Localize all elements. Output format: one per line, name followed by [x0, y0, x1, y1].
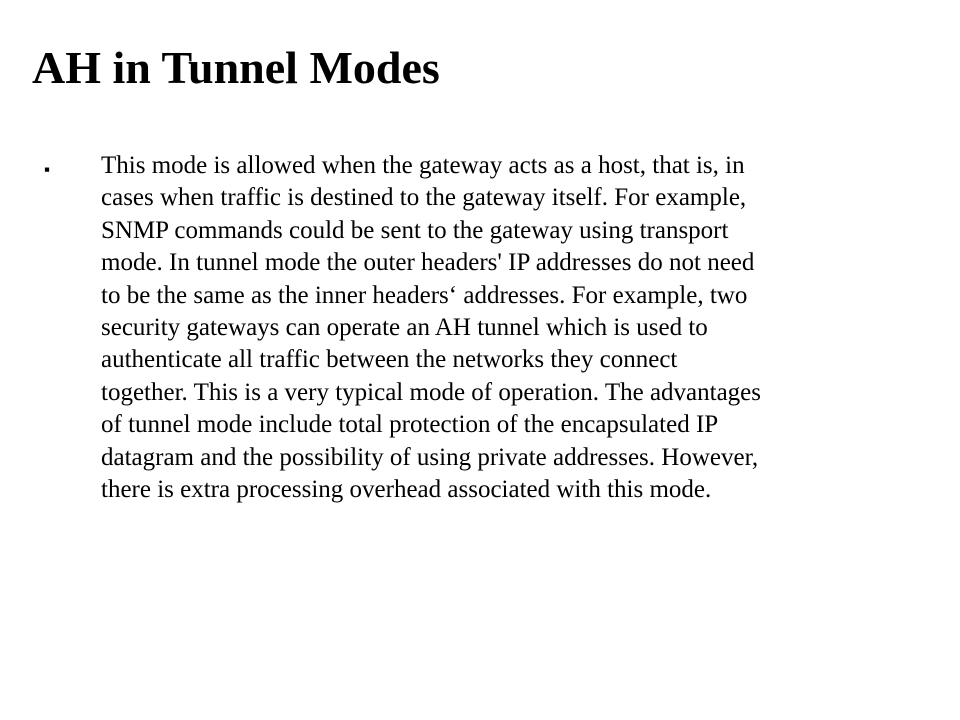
- paragraph-line: authenticate all traffic between the networks they connect: [101, 346, 678, 374]
- paragraph-line: SNMP commands could be sent to the gateway using transport: [101, 216, 729, 244]
- paragraph-line: to be the same as the inner headers‘ addresses. For example, two: [101, 281, 748, 309]
- paragraph-line: cases when traffic is destined to the gateway itself. For example,: [101, 184, 747, 212]
- slide-title: AH in Tunnel Modes: [32, 42, 440, 93]
- bullet-paragraph: [101, 150, 960, 506]
- paragraph-line: datagram and the possibility of using private addresses. However,: [101, 443, 759, 471]
- paragraph-line: mode. In tunnel mode the outer headers' IP addresses do not need: [101, 249, 755, 277]
- bullet-list: [0, 150, 960, 506]
- paragraph-line: security gateways can operate an AH tunnel which is used to: [101, 314, 708, 342]
- bullet-item: [0, 150, 960, 506]
- paragraph-line: together. This is a very typical mode of operation. The advantages: [101, 378, 761, 406]
- square-bullet-icon: ▪: [44, 160, 51, 179]
- paragraph-line: This mode is allowed when the gateway acts as a host, that is, in: [101, 152, 745, 179]
- paragraph-line: there is extra processing overhead associated with this mode.: [101, 476, 712, 504]
- paragraph-line: of tunnel mode include total protection of the encapsulated IP: [101, 411, 719, 439]
